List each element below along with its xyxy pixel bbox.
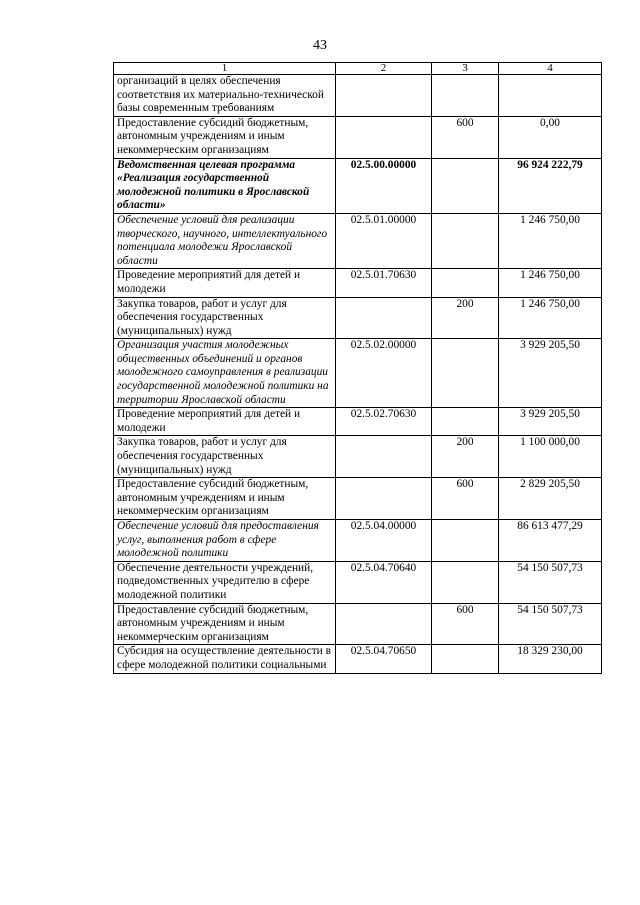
table-header-row	[114, 63, 602, 75]
row-expense-type: 200	[432, 436, 499, 478]
table-row	[114, 478, 602, 520]
row-name: Предоставление субсидий бюджетным, автономным учреждениям и иным некоммерческим организациям	[114, 478, 336, 520]
row-expense-type	[432, 645, 499, 673]
row-name: организаций в целях обеспечения соответствия их материально-технической базы современным требованиям	[114, 75, 336, 117]
row-amount: 86 613 477,29	[499, 520, 602, 562]
table-row	[114, 116, 602, 158]
row-amount: 54 150 507,73	[499, 561, 602, 603]
row-name: Организация участия молодежных общественных объединений и органов молодежного самоуправления в реализации государственной молодежной политики на территории Ярославской области	[114, 339, 336, 408]
table-row	[114, 297, 602, 339]
column-header-4: 4	[499, 63, 602, 75]
row-amount: 54 150 507,73	[499, 603, 602, 645]
table-row	[114, 213, 602, 268]
row-name: Обеспечение условий для реализации творческого, научного, интеллектуального потенциала молодежи Ярославской области	[114, 213, 336, 268]
table-row	[114, 408, 602, 436]
table-row	[114, 645, 602, 673]
row-amount: 1 246 750,00	[499, 297, 602, 339]
table-row	[114, 75, 602, 117]
row-amount: 18 329 230,00	[499, 645, 602, 673]
row-expense-type	[432, 269, 499, 297]
row-expense-type: 200	[432, 297, 499, 339]
row-expense-type	[432, 520, 499, 562]
row-name: Обеспечение условий для предоставления услуг, выполнения работ в сфере молодежной политики	[114, 520, 336, 562]
row-code: 02.5.04.70640	[336, 561, 432, 603]
row-code: 02.5.04.00000	[336, 520, 432, 562]
row-name: Проведение мероприятий для детей и молодежи	[114, 269, 336, 297]
table-row	[114, 158, 602, 213]
column-header-2: 2	[336, 63, 432, 75]
row-code: 02.5.01.00000	[336, 213, 432, 268]
row-code: 02.5.04.70650	[336, 645, 432, 673]
row-expense-type	[432, 213, 499, 268]
row-name: Обеспечение деятельности учреждений, подведомственных учредителю в сфере молодежной политики	[114, 561, 336, 603]
row-name: Предоставление субсидий бюджетным, автономным учреждениям и иным некоммерческим организациям	[114, 116, 336, 158]
table-row	[114, 269, 602, 297]
row-name: Субсидия на осуществление деятельности в сфере молодежной политики социальными	[114, 645, 336, 673]
row-expense-type	[432, 75, 499, 117]
row-name: Проведение мероприятий для детей и молодежи	[114, 408, 336, 436]
table-row	[114, 436, 602, 478]
table-row	[114, 603, 602, 645]
table-row	[114, 561, 602, 603]
row-code	[336, 436, 432, 478]
row-name: Закупка товаров, работ и услуг для обеспечения государственных (муниципальных) нужд	[114, 297, 336, 339]
row-expense-type: 600	[432, 478, 499, 520]
row-amount: 1 246 750,00	[499, 269, 602, 297]
table-row	[114, 520, 602, 562]
row-code	[336, 603, 432, 645]
row-code: 02.5.02.00000	[336, 339, 432, 408]
row-name: Ведомственная целевая программа «Реализация государственной молодежной политики в Ярославской области»	[114, 158, 336, 213]
row-code	[336, 478, 432, 520]
row-expense-type	[432, 408, 499, 436]
row-name: Закупка товаров, работ и услуг для обеспечения государственных (муниципальных) нужд	[114, 436, 336, 478]
row-code	[336, 75, 432, 117]
row-amount: 0,00	[499, 116, 602, 158]
column-header-1: 1	[114, 63, 336, 75]
row-amount: 3 929 205,50	[499, 339, 602, 408]
budget-table	[113, 62, 602, 674]
row-code	[336, 116, 432, 158]
row-amount: 96 924 222,79	[499, 158, 602, 213]
row-code	[336, 297, 432, 339]
row-name: Предоставление субсидий бюджетным, автономным учреждениям и иным некоммерческим организациям	[114, 603, 336, 645]
row-expense-type	[432, 339, 499, 408]
row-amount: 1 100 000,00	[499, 436, 602, 478]
row-amount	[499, 75, 602, 117]
row-code: 02.5.02.70630	[336, 408, 432, 436]
row-code: 02.5.01.70630	[336, 269, 432, 297]
row-expense-type	[432, 561, 499, 603]
row-code: 02.5.00.00000	[336, 158, 432, 213]
row-expense-type: 600	[432, 603, 499, 645]
page-number: 43	[313, 38, 327, 53]
row-amount: 2 829 205,50	[499, 478, 602, 520]
row-expense-type	[432, 158, 499, 213]
column-header-3: 3	[432, 63, 499, 75]
row-expense-type: 600	[432, 116, 499, 158]
row-amount: 1 246 750,00	[499, 213, 602, 268]
table-row	[114, 339, 602, 408]
row-amount: 3 929 205,50	[499, 408, 602, 436]
